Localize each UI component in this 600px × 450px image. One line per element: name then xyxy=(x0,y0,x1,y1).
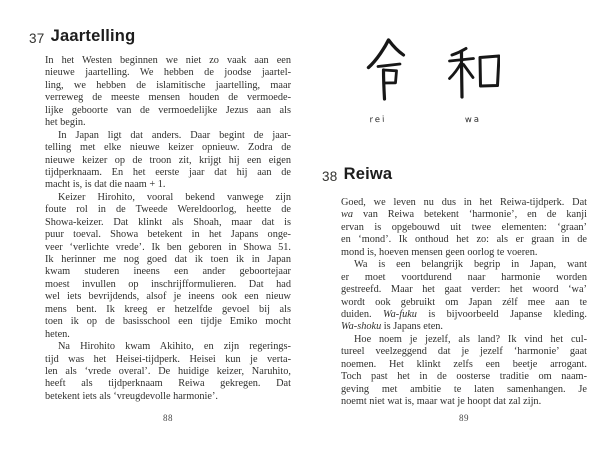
paragraph xyxy=(45,192,291,341)
text-line: Keizer Hirohito, vooral bekend vanwege zijn xyxy=(58,191,291,203)
text-line: noemt niet wat is, maar wat je hoopt dat zal zijn. xyxy=(341,396,542,407)
text-line: wa van Reiwa betekent ‘harmonie’, en de kanji xyxy=(341,209,587,221)
text-line: noemen. Het klinkt zelfs een beetje arrogant. xyxy=(341,358,587,370)
text-line: nieuwe keizer op de troon zit, krijgt hij een eigen xyxy=(45,154,291,166)
chapter-heading-right xyxy=(322,165,392,184)
text-line: lijke geboorte van de vermoedelijke Jezus aan als xyxy=(45,104,291,116)
paragraph xyxy=(341,197,587,259)
text-line: tureel veelzeggend dat je jezelf ‘harmonie’ gaat xyxy=(341,346,587,358)
text-line: Hoe noem je jezelf, als land? Ik vind het cul- xyxy=(354,333,587,345)
text-line: en ‘mond’. Ik onthoud het zo: als er graan in de xyxy=(341,234,587,246)
text-line: Toch past het in de oosterse traditie om naam- xyxy=(341,371,587,383)
text-line: nieuwe jaartelling. We hebben de joodse jaartel- xyxy=(45,67,291,79)
page-number-left: 88 xyxy=(163,413,173,423)
text-line: Goed, we leven nu dus in het Reiwa-tijdperk. Dat xyxy=(341,197,587,208)
paragraph xyxy=(45,341,291,403)
text-line: foute rol in de Tweede Wereldoorlog, heette de xyxy=(45,204,291,216)
chapter-title: Jaartelling xyxy=(50,27,136,45)
text-line: wel iets bevrijdends, alsof je ineens ook een nieuw xyxy=(45,291,291,303)
text-line: veer ‘verlichte vrede’. Ik ben geboren in Showa 51. xyxy=(45,241,291,253)
text-line: Wa-shoku is Japans eten. xyxy=(341,321,444,333)
text-line: het begin. xyxy=(45,117,86,129)
text-line: ling, we hebben de islamitische jaartelling, maar xyxy=(45,79,291,91)
body-text-left xyxy=(45,55,291,403)
chapter-number: 37 xyxy=(29,30,45,46)
chapter-number: 38 xyxy=(322,168,338,184)
text-line: macht is, is dat die naam + 1. xyxy=(45,179,166,191)
text-line: betekent iets als ‘vreugdevolle harmonie’. xyxy=(45,390,218,402)
text-line: Wa is een belangrijk begrip in Japan, want xyxy=(354,259,587,271)
text-line: wordt ook gebruikt om Japan zélf mee aan te xyxy=(341,296,587,308)
paragraph xyxy=(341,334,587,409)
text-line: telling met elke nieuwe keizer opnieuw. Zodra de xyxy=(45,142,291,154)
paragraph xyxy=(45,55,291,130)
body-text-right xyxy=(341,197,587,408)
text-line: Ik herinner me nog goed dat ik toen ik in Japan xyxy=(45,254,291,265)
paragraph xyxy=(341,259,587,334)
text-line: heten. xyxy=(45,328,70,340)
text-line: tijd was het Heisei-tijdperk. Heisei kun je verta- xyxy=(45,353,291,365)
text-line: kwam studeren ineens een ander geboortejaar xyxy=(45,266,291,278)
text-line: tijdperknaam. En het eerste jaar dat hij aan de xyxy=(45,166,291,178)
text-line: toen ik op de basisschool een tijdje Emiko mocht xyxy=(45,316,291,328)
text-line: Na Hirohito kwam Akihito, en zijn regerings- xyxy=(58,341,291,353)
text-line: er moet voortdurend naar harmonie worden xyxy=(341,271,587,283)
page-number-right: 89 xyxy=(459,413,469,423)
text-line: Showa-keizer. Dat klinkt als Shoah, maar dat is xyxy=(45,216,291,228)
kanji-rei-glyph xyxy=(366,37,406,102)
text-line: geving met ambitie te laten samenhangen. Je xyxy=(341,383,587,395)
text-line: gestreefd. Maar het gaat verder: het woord ‘wa’ xyxy=(341,284,587,296)
text-line: verreweg de meeste mensen houden de vermoede- xyxy=(45,92,291,104)
text-line: In het Westen beginnen we niet zo vaak aan een xyxy=(45,55,291,66)
text-line: moest invullen op inschrijfformulieren. Dat had xyxy=(45,278,291,290)
text-line: duiden. Wa-fuku is bijvoorbeeld Japanse kleding. xyxy=(341,308,587,320)
kanji-wa-romaji-label: wa xyxy=(464,114,482,126)
text-line: heeft als tijdperknaam Reiwa gekregen. Dat xyxy=(45,378,291,390)
text-line: mond is, hoeven mensen geen oorlog te voeren. xyxy=(341,246,538,258)
text-line: len als ‘vrede overal’. De huidige keizer, Naruhito, xyxy=(45,365,291,377)
text-line: mens bent. Ik kreeg er hetzelfde gevoel bij als xyxy=(45,303,291,315)
chapter-heading-left xyxy=(29,27,135,46)
kanji-rei-romaji-label: rei xyxy=(369,114,387,126)
kanji-wa-glyph xyxy=(448,45,500,102)
paragraph xyxy=(45,130,291,192)
chapter-title: Reiwa xyxy=(343,165,393,183)
text-line: puur toeval. Showa betekent in het Japans onge- xyxy=(45,229,291,241)
text-line: In Japan ligt dat anders. Daar begint de jaar- xyxy=(58,129,291,141)
text-line: ervan is opgebouwd uit twee elementen: ‘graan’ xyxy=(341,221,587,233)
